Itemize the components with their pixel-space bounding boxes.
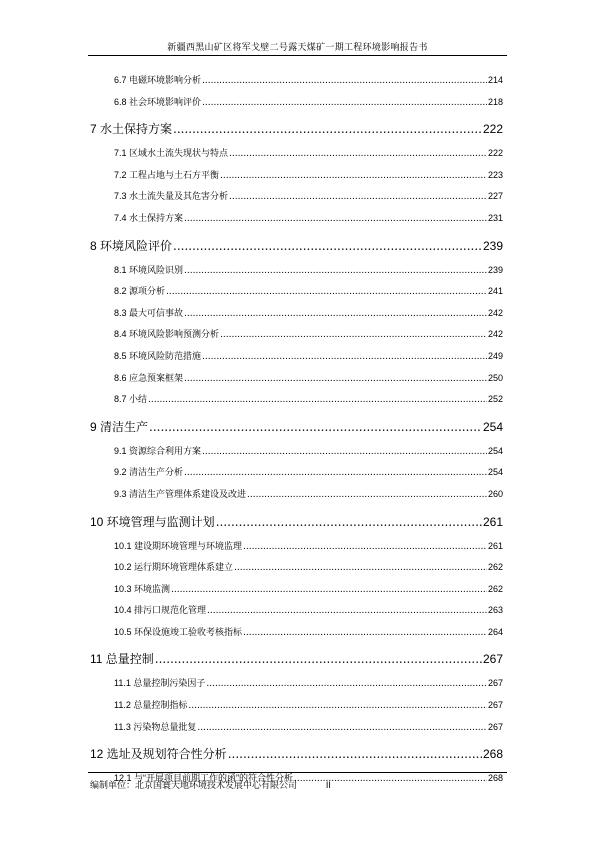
toc-entry-page: 249 xyxy=(487,350,503,361)
toc-section-entry[interactable] xyxy=(90,717,505,739)
toc-entry-page: 267 xyxy=(482,652,503,667)
toc-entry-page: 223 xyxy=(487,169,503,180)
toc-entry-title: 8 环境风险评价 xyxy=(90,238,173,253)
toc-section-entry[interactable] xyxy=(90,695,505,717)
toc-section-entry[interactable] xyxy=(90,281,505,303)
toc-section-entry[interactable] xyxy=(90,389,505,411)
running-header: 新疆西黑山矿区将军戈壁二号露天煤矿一期工程环境影响报告书 xyxy=(167,43,428,53)
toc-entry-title: 8.2 源项分析 xyxy=(114,286,166,297)
toc-section-entry[interactable] xyxy=(90,600,505,622)
toc-entry-title: 7.4 水土保持方案 xyxy=(114,212,184,223)
toc-entry-page: 239 xyxy=(487,264,503,275)
toc-chapter-entry[interactable] xyxy=(90,510,505,534)
toc-entry-page: 261 xyxy=(482,514,503,529)
toc-section-entry[interactable] xyxy=(90,70,505,92)
toc-leader-dots xyxy=(148,390,487,412)
toc-entry-page: 268 xyxy=(482,747,503,762)
toc-entry-title: 7.1 区域水土流失现状与特点 xyxy=(114,148,229,159)
footer xyxy=(90,778,331,791)
toc-entry-title: 11.2 总量控制指标 xyxy=(114,700,188,711)
toc-entry-title: 9.3 清洁生产管理体系建设及改进 xyxy=(114,488,247,499)
toc-entry-page: 242 xyxy=(487,329,503,340)
toc-section-entry[interactable] xyxy=(90,346,505,368)
toc-leader-dots xyxy=(229,144,487,166)
toc-chapter-entry[interactable] xyxy=(90,234,505,258)
toc-entry-title: 11 总量控制 xyxy=(90,652,154,667)
toc-entry-title: 8.7 小结 xyxy=(114,394,148,405)
toc-leader-dots xyxy=(220,166,487,188)
toc-entry-title: 8.5 环境风险防范措施 xyxy=(114,350,202,361)
toc-entry-page: 268 xyxy=(487,773,503,784)
toc-entry-title: 7.3 水土流失量及其危害分析 xyxy=(114,191,229,202)
toc-section-entry[interactable] xyxy=(90,536,505,558)
toc-entry-page: 267 xyxy=(487,700,503,711)
table-of-contents xyxy=(90,70,505,790)
toc-entry-title: 8.3 最大可信事故 xyxy=(114,307,184,318)
toc-entry-title: 7 水土保持方案 xyxy=(90,122,173,137)
toc-entry-page: 262 xyxy=(487,562,503,573)
toc-leader-dots xyxy=(184,209,487,231)
toc-leader-dots xyxy=(202,442,487,464)
toc-entry-page: 254 xyxy=(487,445,503,456)
toc-entry-title: 9.1 资源综合利用方案 xyxy=(114,445,202,456)
toc-leader-dots xyxy=(202,93,487,115)
toc-entry-title: 12.1 与“开展项目前期工作的函”的符合性分析 xyxy=(114,773,294,784)
toc-section-entry[interactable] xyxy=(90,92,505,114)
footer-page-number: II xyxy=(325,780,331,790)
toc-chapter-entry[interactable] xyxy=(90,742,505,766)
toc-entry-page: 261 xyxy=(487,540,503,551)
toc-entry-page: 252 xyxy=(487,394,503,405)
toc-leader-dots xyxy=(171,580,487,602)
toc-section-entry[interactable] xyxy=(90,208,505,230)
toc-leader-dots xyxy=(216,510,482,534)
toc-chapter-entry[interactable] xyxy=(90,117,505,141)
toc-leader-dots xyxy=(247,485,487,507)
toc-entry-page: 242 xyxy=(487,307,503,318)
toc-section-entry[interactable] xyxy=(90,143,505,165)
toc-leader-dots xyxy=(184,463,487,485)
toc-leader-dots xyxy=(173,234,482,258)
toc-section-entry[interactable] xyxy=(90,441,505,463)
toc-entry-title: 7.2 工程占地与土石方平衡 xyxy=(114,169,220,180)
toc-chapter-entry[interactable] xyxy=(90,415,505,439)
header-rule xyxy=(88,55,507,56)
toc-entry-page: 262 xyxy=(487,583,503,594)
toc-entry-page: 241 xyxy=(487,286,503,297)
toc-section-entry[interactable] xyxy=(90,324,505,346)
toc-entry-page: 260 xyxy=(487,488,503,499)
toc-section-entry[interactable] xyxy=(90,484,505,506)
toc-leader-dots xyxy=(197,718,487,740)
toc-entry-title: 9.2 清洁生产分析 xyxy=(114,467,184,478)
toc-entry-page: 222 xyxy=(487,148,503,159)
toc-entry-page: 267 xyxy=(487,721,503,732)
toc-entry-page: 239 xyxy=(482,238,503,253)
toc-leader-dots xyxy=(234,558,487,580)
toc-section-entry[interactable] xyxy=(90,165,505,187)
toc-leader-dots xyxy=(184,261,487,283)
toc-entry-title: 6.7 电磁环境影响分析 xyxy=(114,75,202,85)
toc-leader-dots xyxy=(206,674,487,696)
toc-leader-dots xyxy=(188,696,487,718)
toc-entry-title: 10.2 运行期环境管理体系建立 xyxy=(114,562,234,573)
toc-section-entry[interactable] xyxy=(90,260,505,282)
toc-entry-title: 10 环境管理与监测计划 xyxy=(90,514,215,529)
toc-leader-dots xyxy=(220,325,487,347)
toc-entry-title: 11.1 总量控制污染因子 xyxy=(114,678,206,689)
toc-leader-dots xyxy=(228,742,482,766)
toc-chapter-entry[interactable] xyxy=(90,647,505,671)
toc-leader-dots xyxy=(202,71,487,93)
toc-entry-page: 250 xyxy=(487,372,503,383)
toc-entry-title: 8.4 环境风险影响预测分析 xyxy=(114,329,220,340)
toc-entry-page: 218 xyxy=(487,96,503,107)
toc-leader-dots xyxy=(184,304,487,326)
toc-entry-title: 9 清洁生产 xyxy=(90,419,149,434)
toc-entry-page: 267 xyxy=(487,678,503,689)
toc-leader-dots xyxy=(229,187,487,209)
toc-section-entry[interactable] xyxy=(90,186,505,208)
toc-leader-dots xyxy=(202,347,487,369)
toc-entry-title: 10.1 建设期环境管理与环境监理 xyxy=(114,540,243,551)
toc-section-entry[interactable] xyxy=(90,673,505,695)
toc-entry-title: 8.6 应急预案框架 xyxy=(114,372,184,383)
toc-entry-title: 8.1 环境风险识别 xyxy=(114,264,184,275)
toc-section-entry[interactable] xyxy=(90,579,505,601)
footer-organization: 编制单位：北京国寰天地环境技术发展中心有限公司 xyxy=(90,781,298,791)
toc-entry-title: 12 选址及规划符合性分析 xyxy=(90,747,227,762)
toc-leader-dots xyxy=(243,537,487,559)
toc-entry-page: 264 xyxy=(487,626,503,637)
toc-section-entry[interactable] xyxy=(90,462,505,484)
toc-entry-page: 227 xyxy=(487,191,503,202)
toc-entry-page: 263 xyxy=(487,605,503,616)
footer-rule xyxy=(88,772,507,773)
toc-section-entry[interactable] xyxy=(90,303,505,325)
toc-entry-title: 10.3 环境监测 xyxy=(114,583,171,594)
toc-leader-dots xyxy=(173,117,482,141)
toc-leader-dots xyxy=(166,282,487,304)
toc-entry-page: 231 xyxy=(487,212,503,223)
toc-leader-dots xyxy=(149,415,482,439)
toc-leader-dots xyxy=(155,647,482,671)
toc-entry-title: 10.5 环保设施竣工验收考核指标 xyxy=(114,626,243,637)
toc-section-entry[interactable] xyxy=(90,368,505,390)
toc-entry-title: 6.8 社会环境影响评价 xyxy=(114,96,202,107)
toc-entry-page: 214 xyxy=(487,75,503,85)
toc-entry-page: 222 xyxy=(482,122,503,137)
toc-leader-dots xyxy=(243,623,487,645)
toc-entry-page: 254 xyxy=(487,467,503,478)
toc-entry-title: 11.3 污染物总量批复 xyxy=(114,721,197,732)
toc-section-entry[interactable] xyxy=(90,557,505,579)
toc-section-entry[interactable] xyxy=(90,622,505,644)
toc-entry-page: 254 xyxy=(482,419,503,434)
toc-leader-dots xyxy=(184,369,487,391)
toc-leader-dots xyxy=(207,601,487,623)
toc-entry-title: 10.4 排污口规范化管理 xyxy=(114,605,207,616)
